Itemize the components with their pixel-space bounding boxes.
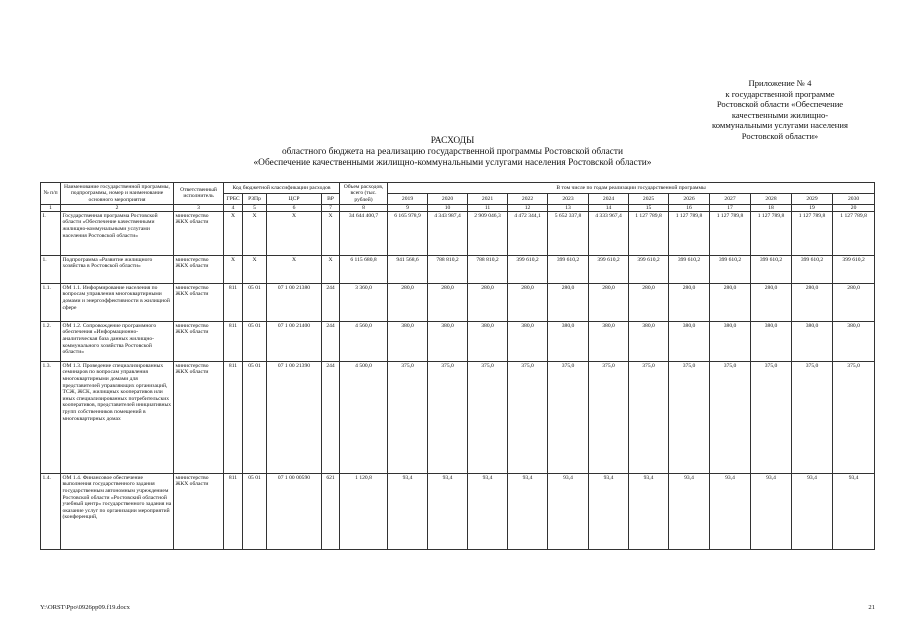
row-csr: 07 1 00 21400 bbox=[267, 322, 322, 362]
expenditure-table bbox=[40, 182, 875, 550]
column-number: 8 bbox=[340, 204, 388, 212]
row-year-value: 280,0 bbox=[751, 284, 792, 322]
title-program-name: «Обеспечение качественными жилищно-коммунальными услугами населения Ростовской области» bbox=[253, 157, 652, 168]
row-name: ОМ 1.4. Финансовое обеспечение выполнения государственного задания государственным автономным учреждением Ростовской области «Ростовский областной учебный центр» государственного задания на оказание услуг по организации мероприятий (конференций, bbox=[61, 474, 174, 550]
row-name: ОМ 1.2. Сопровождение программного обеспечения «Информационно-аналитическая база данных жилищно-коммунального хозяйства Ростовской области» bbox=[61, 322, 174, 362]
header-year: 2024 bbox=[589, 193, 629, 204]
appendix-line: к государственной программе bbox=[725, 88, 835, 99]
table-row bbox=[41, 474, 875, 550]
row-year-value: 375,0 bbox=[388, 362, 428, 474]
row-year-value: 375,0 bbox=[589, 362, 629, 474]
row-year-value: 380,0 bbox=[468, 322, 508, 362]
row-year-value: 280,0 bbox=[629, 284, 669, 322]
column-number: 9 bbox=[388, 204, 428, 212]
column-number: 18 bbox=[751, 204, 792, 212]
row-number: 1.2. bbox=[41, 322, 61, 362]
appendix-header bbox=[655, 78, 905, 142]
row-year-value: 93,4 bbox=[508, 474, 548, 550]
column-number: 14 bbox=[589, 204, 629, 212]
row-year-value: 93,4 bbox=[833, 474, 875, 550]
row-year-value: 375,0 bbox=[710, 362, 751, 474]
row-executor: министерство ЖКХ области bbox=[174, 256, 224, 284]
row-vr: 244 bbox=[322, 284, 340, 322]
document-title bbox=[0, 136, 905, 168]
row-rzpr: X bbox=[243, 212, 267, 256]
row-year-value: 399 610,2 bbox=[710, 256, 751, 284]
column-number: 17 bbox=[710, 204, 751, 212]
row-year-value: 941 568,6 bbox=[388, 256, 428, 284]
row-year-value: 280,0 bbox=[388, 284, 428, 322]
header-year: 2019 bbox=[388, 193, 428, 204]
column-number: 4 bbox=[224, 204, 243, 212]
row-name: ОМ 1.3. Проведение специализированных семинаров по вопросам управления многоквартирными домами для представителей управляющих организаций, ТСЖ, ЖСК, жилищных кооперативов или иных специализированных потребительских кооперативов, представителей инициативных групп собственников помещений в многоквартирных домах bbox=[61, 362, 174, 474]
row-year-value: 375,0 bbox=[629, 362, 669, 474]
row-rzpr: 05 01 bbox=[243, 362, 267, 474]
row-year-value: 399 610,2 bbox=[548, 256, 589, 284]
row-year-value: 4 343 987,4 bbox=[428, 212, 468, 256]
row-year-value: 93,4 bbox=[792, 474, 833, 550]
row-year-value: 375,0 bbox=[548, 362, 589, 474]
row-rzpr: 05 01 bbox=[243, 322, 267, 362]
row-year-value: 1 127 789,8 bbox=[710, 212, 751, 256]
row-year-value: 380,0 bbox=[589, 322, 629, 362]
header-executor: Ответственный исполнитель bbox=[174, 183, 224, 205]
header-year: 2028 bbox=[751, 193, 792, 204]
column-number: 12 bbox=[508, 204, 548, 212]
row-number: 1. bbox=[41, 256, 61, 284]
row-executor: министерство ЖКХ области bbox=[174, 362, 224, 474]
table-row bbox=[41, 362, 875, 474]
row-year-value: 280,0 bbox=[710, 284, 751, 322]
header-year: 2027 bbox=[710, 193, 751, 204]
row-executor: министерство ЖКХ области bbox=[174, 284, 224, 322]
header-years-group: В том числе по годам реализации государственной программы bbox=[388, 183, 875, 194]
row-total: 6 115 680,8 bbox=[340, 256, 388, 284]
table-row bbox=[41, 284, 875, 322]
appendix-line: Ростовской области» bbox=[741, 130, 819, 141]
table-row bbox=[41, 322, 875, 362]
column-number: 5 bbox=[243, 204, 267, 212]
row-year-value: 380,0 bbox=[751, 322, 792, 362]
header-year: 2022 bbox=[508, 193, 548, 204]
column-number: 1 bbox=[41, 204, 61, 212]
row-year-value: 380,0 bbox=[792, 322, 833, 362]
header-vr: ВР bbox=[322, 193, 340, 204]
row-grbs: X bbox=[224, 256, 243, 284]
row-year-value: 1 127 789,8 bbox=[669, 212, 710, 256]
row-year-value: 375,0 bbox=[428, 362, 468, 474]
header-code-group: Код бюджетной классификации расходов bbox=[224, 183, 340, 194]
row-year-value: 280,0 bbox=[669, 284, 710, 322]
row-year-value: 399 610,2 bbox=[792, 256, 833, 284]
row-year-value: 2 909 046,3 bbox=[468, 212, 508, 256]
appendix-line: Приложение № 4 bbox=[748, 78, 812, 88]
row-year-value: 380,0 bbox=[548, 322, 589, 362]
row-number: I. bbox=[41, 212, 61, 256]
row-year-value: 375,0 bbox=[792, 362, 833, 474]
row-year-value: 93,4 bbox=[589, 474, 629, 550]
row-year-value: 280,0 bbox=[508, 284, 548, 322]
header-name: Наименование государственной программы, подпрограммы, номер и наименование основного мероприятия bbox=[61, 183, 174, 205]
header-csr: ЦСР bbox=[267, 193, 322, 204]
row-year-value: 399 610,2 bbox=[589, 256, 629, 284]
column-number: 10 bbox=[428, 204, 468, 212]
row-year-value: 6 165 978,9 bbox=[388, 212, 428, 256]
row-name: Государственная программа Ростовской области «Обеспечение качественными жилищно-коммунальными услугами населения Ростовской области» bbox=[61, 212, 174, 256]
header-year: 2030 bbox=[833, 193, 875, 204]
row-year-value: 93,4 bbox=[468, 474, 508, 550]
row-year-value: 93,4 bbox=[548, 474, 589, 550]
row-number: 1.3. bbox=[41, 362, 61, 474]
header-year: 2025 bbox=[629, 193, 669, 204]
table-row bbox=[41, 256, 875, 284]
row-total: 34 644 400,7 bbox=[340, 212, 388, 256]
row-rzpr: X bbox=[243, 256, 267, 284]
row-csr: 07 1 00 21380 bbox=[267, 284, 322, 322]
column-number: 2 bbox=[61, 204, 174, 212]
row-year-value: 4 472 344,1 bbox=[508, 212, 548, 256]
header-num: № п/п bbox=[41, 183, 61, 205]
row-year-value: 399 610,2 bbox=[629, 256, 669, 284]
row-year-value: 280,0 bbox=[428, 284, 468, 322]
row-year-value: 93,4 bbox=[388, 474, 428, 550]
row-year-value: 380,0 bbox=[833, 322, 875, 362]
row-year-value: 380,0 bbox=[508, 322, 548, 362]
row-year-value: 399 610,2 bbox=[508, 256, 548, 284]
row-year-value: 375,0 bbox=[508, 362, 548, 474]
row-name: Подпрограмма «Развитие жилищного хозяйства в Ростовской области» bbox=[61, 256, 174, 284]
column-number: 15 bbox=[629, 204, 669, 212]
header-year: 2020 bbox=[428, 193, 468, 204]
header-rzpr: РЗПр bbox=[243, 193, 267, 204]
header-year: 2023 bbox=[548, 193, 589, 204]
title-subtitle: областного бюджета на реализацию государственной программы Ростовской области bbox=[281, 146, 624, 157]
row-grbs: 811 bbox=[224, 474, 243, 550]
row-rzpr: 05 01 bbox=[243, 474, 267, 550]
header-grbs: ГРБС bbox=[224, 193, 243, 204]
column-number: 16 bbox=[669, 204, 710, 212]
row-year-value: 375,0 bbox=[751, 362, 792, 474]
row-year-value: 280,0 bbox=[833, 284, 875, 322]
row-year-value: 5 652 337,8 bbox=[548, 212, 589, 256]
row-year-value: 399 610,2 bbox=[751, 256, 792, 284]
row-year-value: 399 610,2 bbox=[833, 256, 875, 284]
row-csr: X bbox=[267, 212, 322, 256]
row-number: 1.4. bbox=[41, 474, 61, 550]
row-executor: министерство ЖКХ области bbox=[174, 322, 224, 362]
header-year: 2029 bbox=[792, 193, 833, 204]
row-vr: 244 bbox=[322, 322, 340, 362]
row-grbs: 811 bbox=[224, 362, 243, 474]
row-vr: X bbox=[322, 256, 340, 284]
row-name: ОМ 1.1. Информирование населения по вопросам управления многоквартирными домами и энергоэффективности в жилищной сфере bbox=[61, 284, 174, 322]
header-year: 2021 bbox=[468, 193, 508, 204]
column-number: 7 bbox=[322, 204, 340, 212]
table-row bbox=[41, 212, 875, 256]
row-grbs: X bbox=[224, 212, 243, 256]
row-year-value: 93,4 bbox=[669, 474, 710, 550]
row-total: 4 500,0 bbox=[340, 362, 388, 474]
row-year-value: 1 127 789,8 bbox=[833, 212, 875, 256]
row-year-value: 380,0 bbox=[388, 322, 428, 362]
row-total: 4 560,0 bbox=[340, 322, 388, 362]
row-year-value: 93,4 bbox=[428, 474, 468, 550]
column-number: 13 bbox=[548, 204, 589, 212]
row-csr: 07 1 00 21390 bbox=[267, 362, 322, 474]
row-total: 1 120,8 bbox=[340, 474, 388, 550]
column-number: 19 bbox=[792, 204, 833, 212]
row-year-value: 1 127 789,8 bbox=[751, 212, 792, 256]
row-year-value: 4 333 967,4 bbox=[589, 212, 629, 256]
row-total: 3 360,0 bbox=[340, 284, 388, 322]
row-year-value: 375,0 bbox=[468, 362, 508, 474]
row-rzpr: 05 01 bbox=[243, 284, 267, 322]
row-csr: X bbox=[267, 256, 322, 284]
footer-file-path: Y:\ORST\Ppo\0926pp09.f19.docx bbox=[40, 604, 130, 611]
row-year-value: 375,0 bbox=[669, 362, 710, 474]
appendix-line: Ростовской области «Обеспечение bbox=[716, 99, 844, 110]
header-total: Объем расходов, всего (тыс. рублей) bbox=[340, 183, 388, 205]
row-year-value: 280,0 bbox=[548, 284, 589, 322]
header-year: 2026 bbox=[669, 193, 710, 204]
row-year-value: 788 810,2 bbox=[468, 256, 508, 284]
row-grbs: 811 bbox=[224, 284, 243, 322]
row-year-value: 375,0 bbox=[833, 362, 875, 474]
row-number: 1.1. bbox=[41, 284, 61, 322]
row-year-value: 93,4 bbox=[629, 474, 669, 550]
appendix-line: коммунальными услугами населения bbox=[712, 120, 848, 131]
row-year-value: 280,0 bbox=[792, 284, 833, 322]
column-numbers-row bbox=[41, 204, 875, 212]
row-year-value: 93,4 bbox=[710, 474, 751, 550]
row-grbs: 811 bbox=[224, 322, 243, 362]
row-executor: министерство ЖКХ области bbox=[174, 474, 224, 550]
row-year-value: 93,4 bbox=[751, 474, 792, 550]
row-vr: 621 bbox=[322, 474, 340, 550]
row-vr: X bbox=[322, 212, 340, 256]
row-year-value: 280,0 bbox=[468, 284, 508, 322]
column-number: 20 bbox=[833, 204, 875, 212]
row-year-value: 1 127 789,8 bbox=[792, 212, 833, 256]
row-year-value: 380,0 bbox=[669, 322, 710, 362]
title-main: РАСХОДЫ bbox=[430, 136, 475, 146]
column-number: 6 bbox=[267, 204, 322, 212]
appendix-line: качественными жилищно- bbox=[731, 109, 829, 120]
row-year-value: 788 810,2 bbox=[428, 256, 468, 284]
row-year-value: 1 127 789,8 bbox=[629, 212, 669, 256]
row-vr: 244 bbox=[322, 362, 340, 474]
column-number: 11 bbox=[468, 204, 508, 212]
row-year-value: 380,0 bbox=[710, 322, 751, 362]
row-year-value: 380,0 bbox=[629, 322, 669, 362]
row-year-value: 380,0 bbox=[428, 322, 468, 362]
row-year-value: 280,0 bbox=[589, 284, 629, 322]
page-number: 21 bbox=[868, 604, 875, 611]
row-year-value: 399 610,2 bbox=[669, 256, 710, 284]
column-number: 3 bbox=[174, 204, 224, 212]
row-executor: министерство ЖКХ области bbox=[174, 212, 224, 256]
row-csr: 07 1 00 00590 bbox=[267, 474, 322, 550]
